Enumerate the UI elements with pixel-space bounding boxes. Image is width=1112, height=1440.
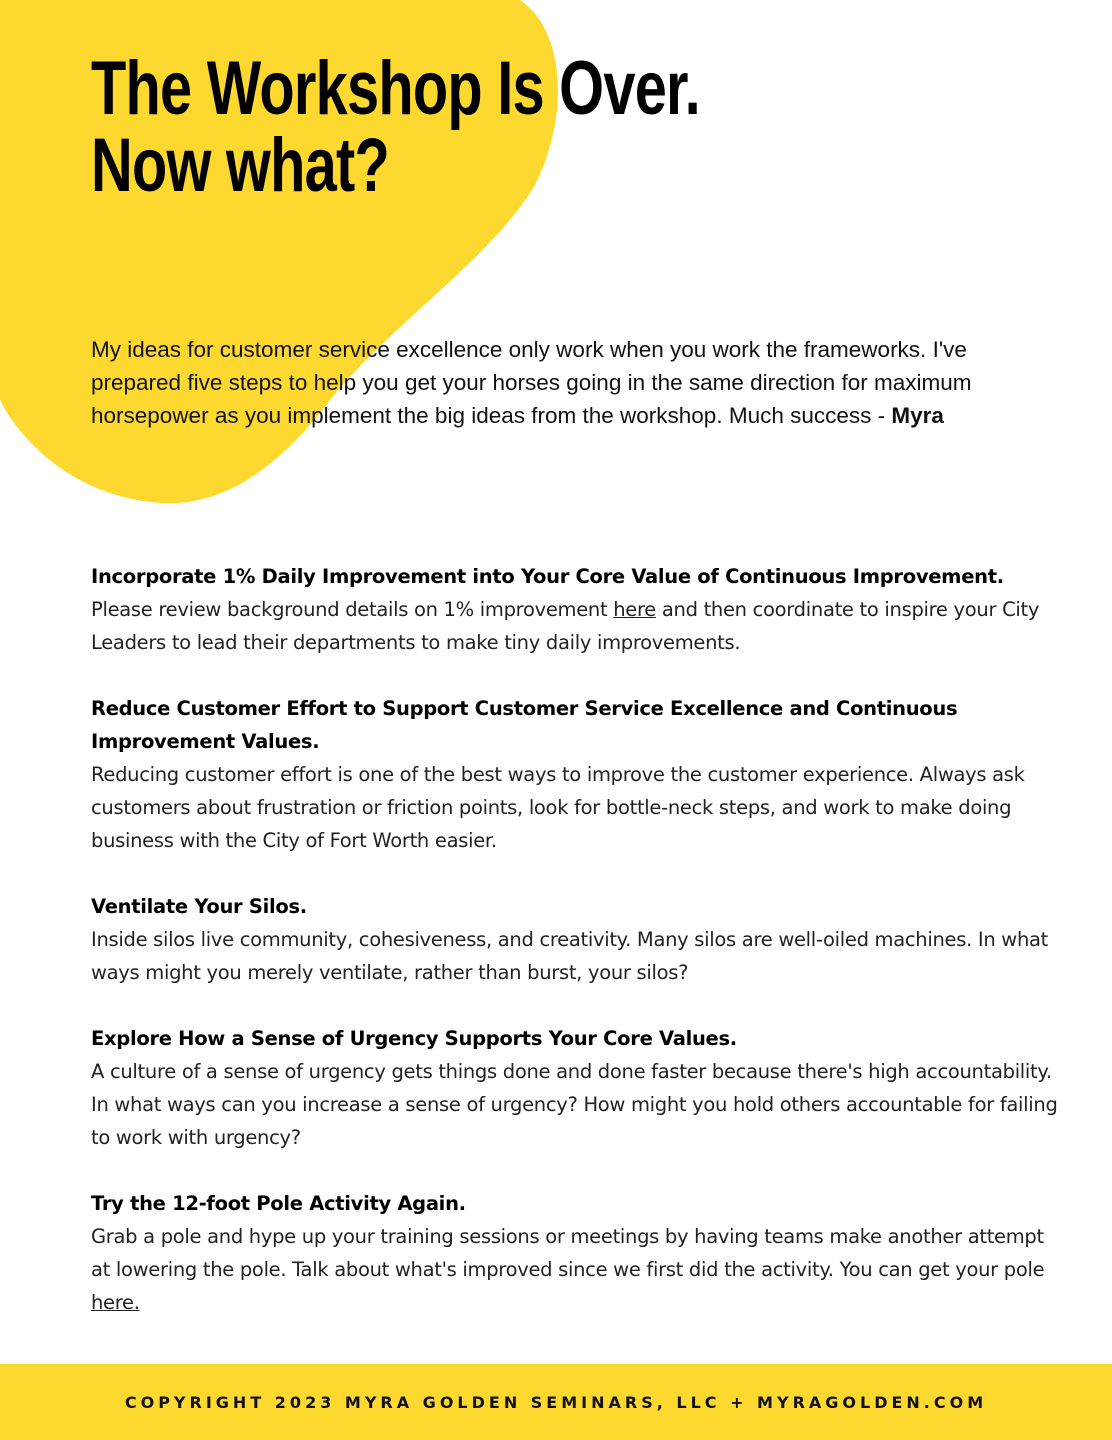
step-4 <box>91 1022 1061 1154</box>
step-1-here-link[interactable]: here <box>613 598 656 621</box>
footer-banner <box>0 1364 1112 1440</box>
step-2-body: Reducing customer effort is one of the best ways to improve the customer experience. Always ask customers about frustration or friction points, look for bottle-neck steps, and work to make doing business with the City of Fort Worth easier. <box>91 763 1025 852</box>
title-line-1: The Workshop Is Over. <box>91 46 700 131</box>
step-4-body: A culture of a sense of urgency gets things done and done faster because there's high accountability. In what ways can you increase a sense of urgency? How might you hold others accountable for failing to work with urgency? <box>91 1060 1058 1149</box>
steps-list <box>91 560 1061 1352</box>
step-5-body-text: Grab a pole and hype up your training sessions or meetings by having teams make another attempt at lowering the pole. Talk about what's improved since we first did the activity. You can get your pole <box>91 1225 1045 1281</box>
step-2 <box>91 692 1061 857</box>
step-3-body: Inside silos live community, cohesiveness, and creativity. Many silos are well-oiled machines. In what ways might you merely ventilate, rather than burst, your silos? <box>91 928 1049 984</box>
step-5-heading: Try the 12-foot Pole Activity Again. <box>91 1192 466 1215</box>
intro-signature: Myra <box>891 403 944 428</box>
step-4-heading: Explore How a Sense of Urgency Supports Your Core Values. <box>91 1027 737 1050</box>
footer-copyright: COPYRIGHT 2023 MYRA GOLDEN SEMINARS, LLC + MYRAGOLDEN.COM <box>124 1392 988 1412</box>
intro-text: My ideas for customer service excellence only work when you work the frameworks. I've prepared five steps to help you get your horses going in the same direction for maximum horsepower as you implement the big ideas from the workshop. Much success - <box>91 337 972 428</box>
step-1-body <box>91 593 1061 659</box>
step-1-heading: Incorporate 1% Daily Improvement into Your Core Value of Continuous Improvement. <box>91 565 1004 588</box>
step-1 <box>91 560 1061 659</box>
intro-paragraph <box>91 333 1051 432</box>
step-1-body-text: Please review background details on 1% improvement <box>91 598 614 621</box>
step-2-heading: Reduce Customer Effort to Support Customer Service Excellence and Continuous Improvement Values. <box>91 697 958 753</box>
page-title <box>91 46 700 208</box>
title-line-2: Now what? <box>91 123 389 208</box>
step-5 <box>91 1187 1061 1319</box>
step-5-body <box>91 1220 1061 1319</box>
step-3-heading: Ventilate Your Silos. <box>91 895 307 918</box>
step-1-body-text-end: and then coordinate to inspire your City Leaders to lead their departments to make tiny daily improvements. <box>91 598 1040 654</box>
step-5-here-link[interactable]: here. <box>91 1291 140 1314</box>
step-3 <box>91 890 1061 989</box>
